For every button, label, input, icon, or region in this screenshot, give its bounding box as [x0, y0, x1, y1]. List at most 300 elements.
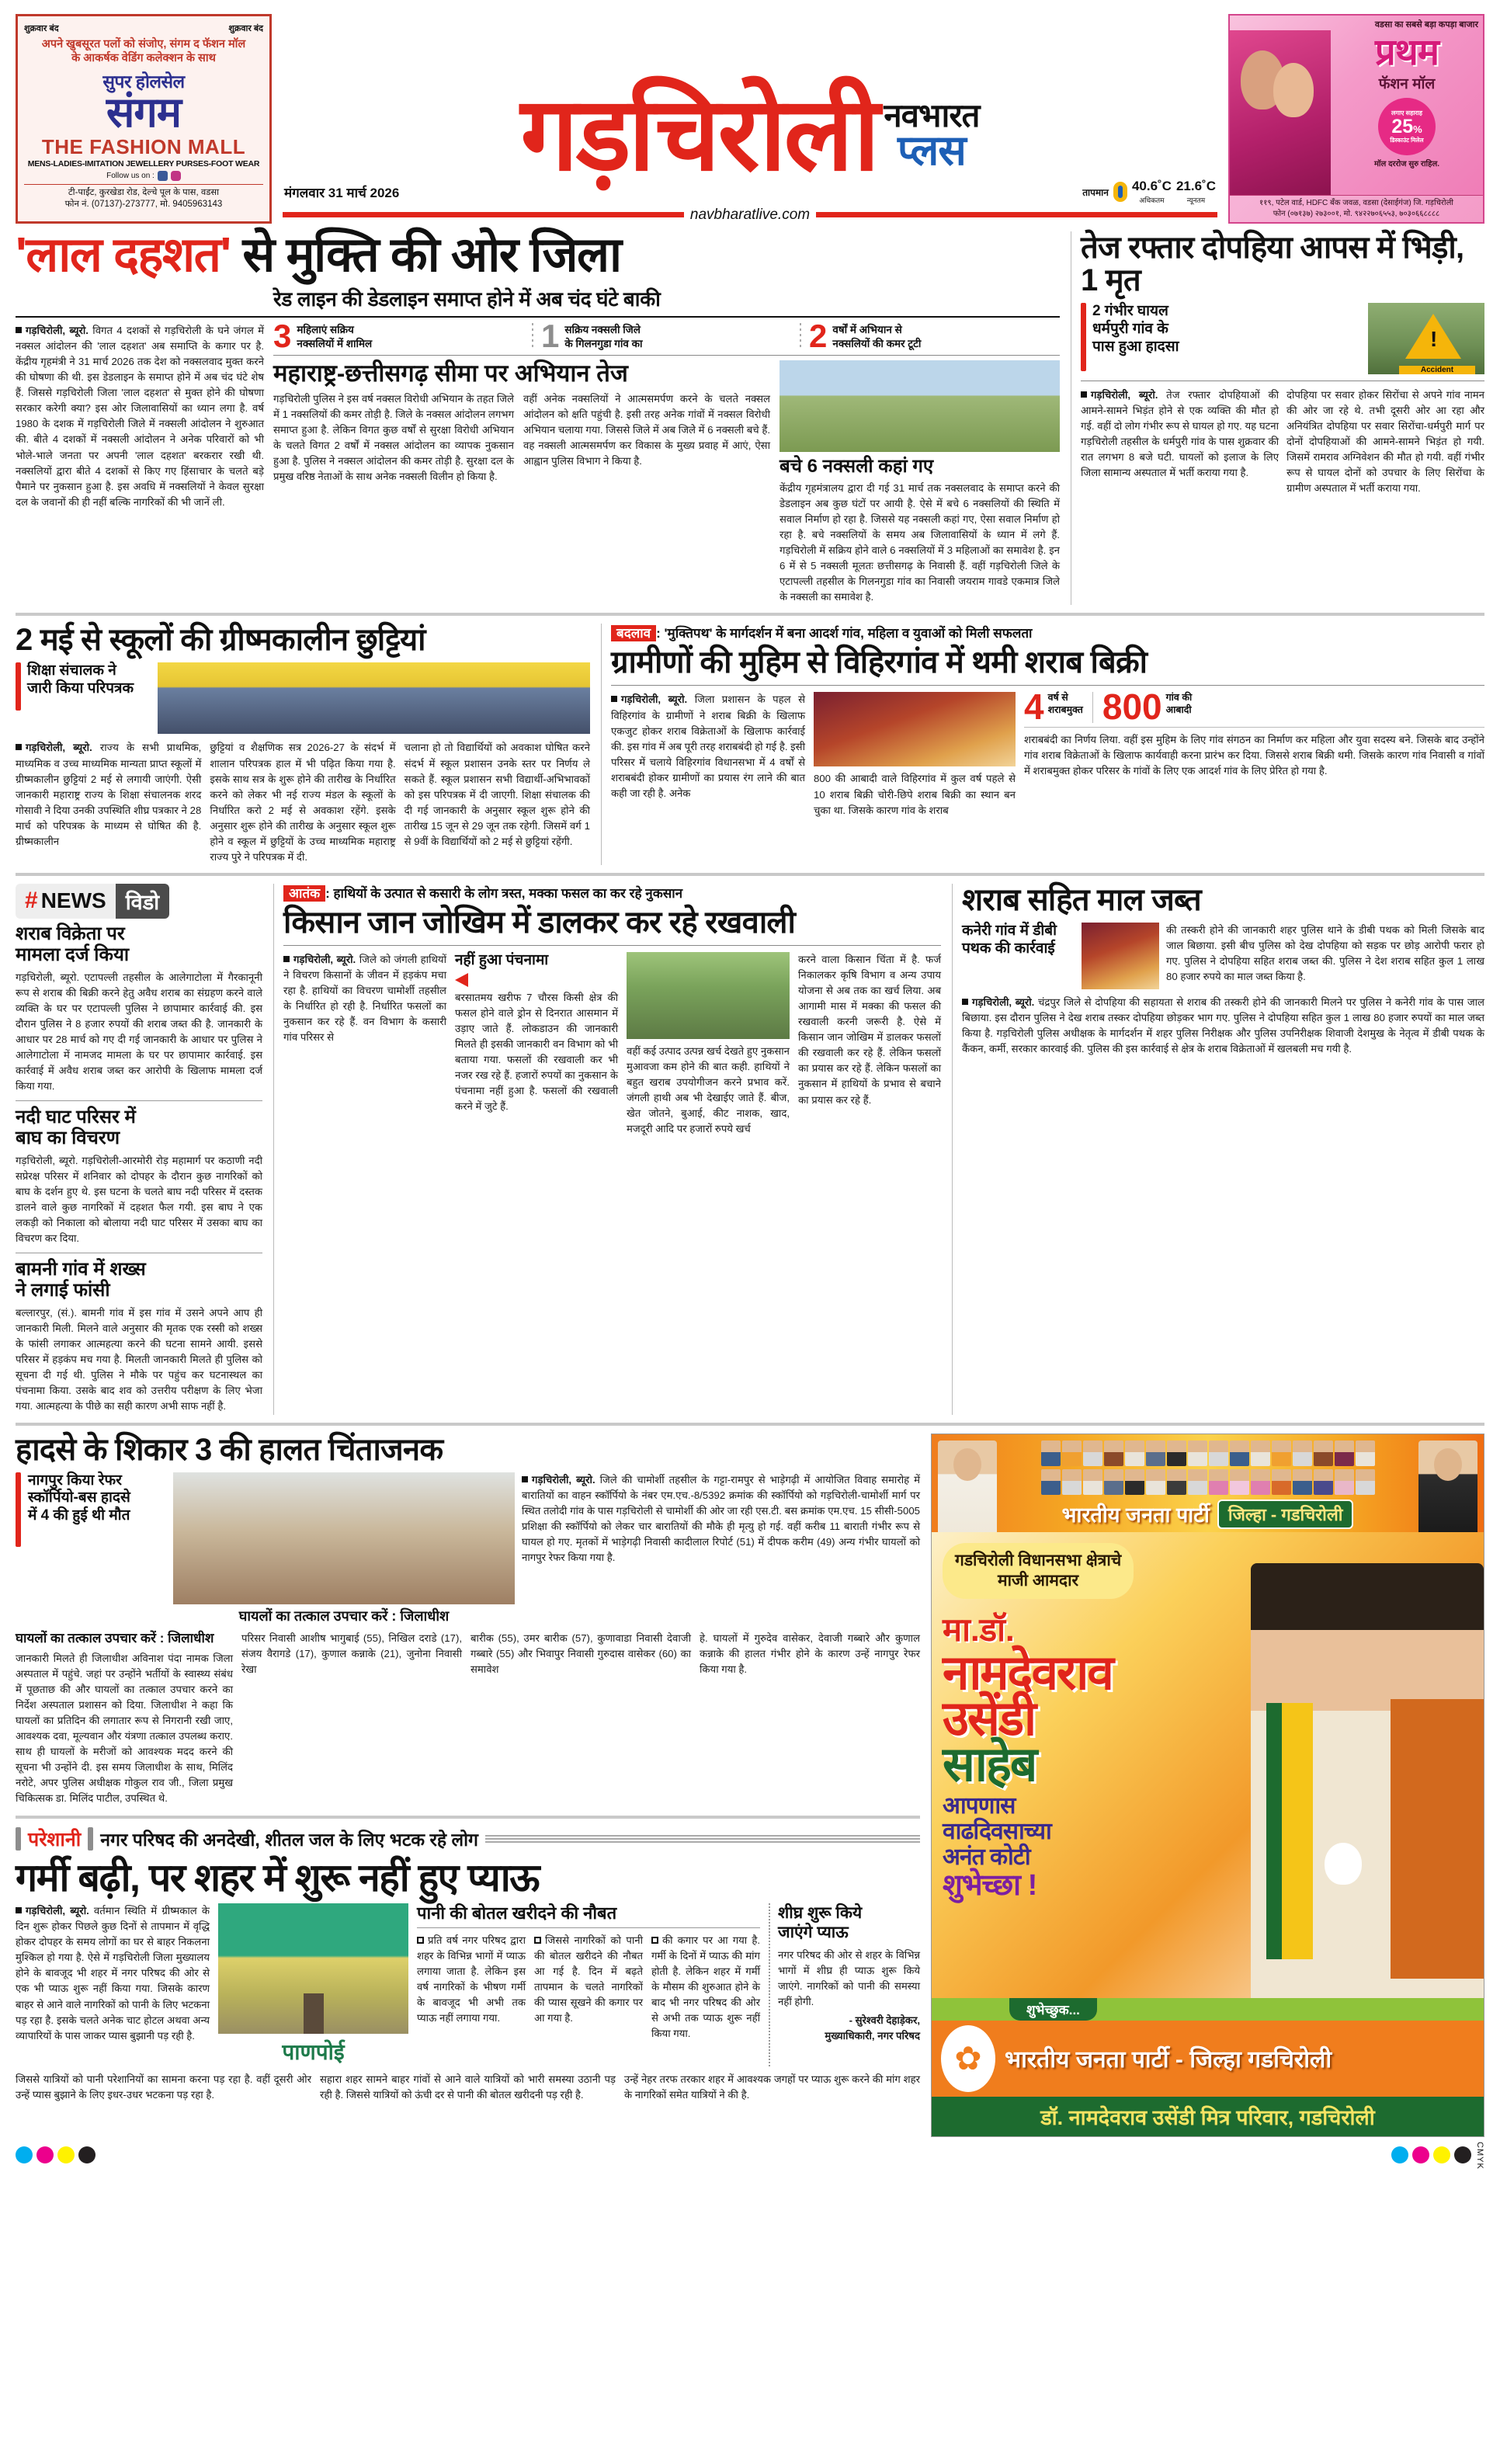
water-well-label: पाणपोई [282, 2040, 345, 2065]
water-col1 [16, 1903, 210, 2066]
village-kicker-tag: बदलाव [611, 625, 656, 641]
elephant-photo-herd [627, 952, 790, 1039]
fact-number: 1 [541, 318, 560, 354]
water-col1-body: वर्तमान स्थिति में ग्रीष्मकाल के दिन शुरू होकर पिछले कुछ दिनों से तापमान में वृद्धि होकर दोपहर के समय लोगों का घर से बाहर निकलना मुश्किल हो गया है. ऐसे में गड़चिरोली जिला मुख्यालय होने के बावजूद भी शहर में नगर परिषद की ओर से एक भी प्याऊ शुरू नहीं किया गया. जिसके कारण बाहर से आने वाले नागरिकों को पानी के लिए भटकना पड़ रहा है. इसके चलते अनेक चाट होटल अथवा अन्य व्यापारियों के पास जाकर प्यास बुझानी पड़ रही है. [16, 1905, 210, 2042]
elephant-rule [283, 945, 941, 946]
accident-col4-body: हे. घायलों में गुरुदेव वासेकर, देवाजी गब्बारे और कुणाल कन्नाके की हालत गंभीर होने के कारण उन्हें नागपुर रेफर किया गया है. [700, 1632, 920, 1676]
lead-column-middle [273, 318, 1060, 605]
pratham-address-line2: फोन (०७१३७) २७३००१, मो. ९४२२७०६५५३, ७०३०६६८८८८ [1273, 210, 1440, 218]
fact-text: महिलाएं सक्रिय नक्सलियों में शामिल [297, 324, 373, 349]
lead-headline-rest: से मुक्ति की ओर जिला [230, 228, 621, 282]
fadnavis-photo [1418, 1441, 1477, 1535]
leader-face [1062, 1469, 1082, 1495]
ad-pratham-fashion-mall[interactable] [1228, 14, 1484, 224]
masthead-meta-row [283, 176, 1217, 205]
leader-face [1314, 1469, 1333, 1495]
liquor-col1-body: की तस्करी होने की जानकारी शहर पुलिस थाने के डीबी पथक को मिली जिसके बाद जाल बिछाया. इसी बीच पुलिस को देख दोपहिया को सड़क पर छोड़ आरोपी फरार हो गए. पुलिस ने दोपहिया सहित शराब जब्त की. पुलिस ने देश शराब सहित कुल 1 लाख 80 हजार रुपये का माल जब्त किया है. [1166, 923, 1484, 983]
water-photo-well [218, 1903, 408, 2034]
lead-sub-columns [273, 391, 770, 485]
water-kicker-tag: परेशानी [28, 1829, 82, 1851]
hash-icon: # [25, 888, 38, 914]
village-col3-body: शराबबंदी का निर्णय लिया. वहीं इस मुहिम के लिए गांव संगठन का निर्माण कर महिला और युवा सदस्य बने. जिसके बाद उन्होंने गांव शराब विक्रेताओं के खिलाफ कार्यवाही करना प्रारंभ कर दिया. जिससे शराब बिक्री थमी. जिसके कारण गांव निवासी व गांवों में शराबमुक्त होकर परिसर के गांवों के लिए एक आदर्श गांव के लिए प्रेरित हो गया है. [1024, 733, 1484, 777]
third-band [16, 884, 1484, 1415]
accident-photo-label: Accident [1399, 366, 1475, 374]
accident-subhead: नागपुर किया रेफर स्कॉर्पियो-बस हादसे में 4 की हुई थी मौत [28, 1472, 130, 1524]
village-stat2-number: 800 [1102, 686, 1162, 728]
water-signature: - सुरेश्वरी देहाड़ेकर, मुख्याधिकारी, नगर परिषद [825, 2014, 920, 2042]
lead-columns [16, 318, 1060, 605]
elephant-col1-text [283, 952, 446, 1045]
temperature-min [1176, 179, 1216, 205]
water-photo-wrap [218, 1903, 408, 2066]
accident-col3-body: बारीक (55), उमर बारीक (57), कुणावाडा निवासी देवाजी गब्बारे (55) और भिवापुर निवासी गुरुदास वासेकर (60) का समावेश [470, 1632, 691, 1676]
accident-byline: गड़चिरोली, ब्यूरो. [532, 1473, 595, 1486]
topright-photo-accident [1368, 303, 1484, 374]
leader-face [1125, 1441, 1144, 1466]
elephant-kicker-tag: आतंक [283, 885, 325, 902]
village-stat1-label: वर्ष से शराबमुक्त [1047, 692, 1083, 716]
village-kicker [611, 624, 1484, 641]
byline-square-icon [16, 327, 22, 333]
sidebar-item3-body: बल्लारपुर, (सं.). बामनी गांव में इस गांव में उसने अपने आप ही जानकारी मिली. मिलने वाले अनुसार की मृतक एक रस्सी को शख्स के फांसी लगाकर आत्महत्या करने की घटना सामने आयी. इससे परिसर में हड़कंप मच गया है. मिलती जानकारी मिलते ही पुलिस को सूचना दी गई थी. पुलिस ने मौके पर पहुंच कर घटनास्थल का पंचनामा किया. उसके बाद शव को उत्तरीय परीक्षण के लिए भेजा गया. आत्महत्या के पीछे का सही कारण अभी साफ नहीं है. [16, 1307, 262, 1413]
candidate-scarf-green [1266, 1703, 1283, 1959]
bullet-square-icon [417, 1937, 424, 1944]
liquor-photo-bottles [1082, 923, 1159, 989]
leader-face [1209, 1441, 1228, 1466]
village-rule [611, 685, 1484, 686]
temp-min-caption: न्यूनतम [1186, 196, 1206, 204]
lead-col4-body: केंद्रीय गृहमंत्रालय द्वारा दी गई 31 मार्च तक नक्सलवाद के समाप्त करने की डेडलाइन अब कुछ घंटों पर आयी है. ऐसे में बचे 6 नक्सलियों की स्थिति में सवाल निर्माण हो रहा है. जिससे यह नक्सली कहां गए, ऐसा सवाल निर्माण हो रहा है. बचे नक्सलियों के समय अब जिलावासियों के ध्यान में लगे हैं. गड़चिरोली में सक्रिय होने वाले 6 नक्सलियों में 3 महिलाओं का समावेश है. इन 6 में से 5 नक्सली मूलतः छत्तीसगढ़ के निवासी हैं. वहीं गड़चिरोली जिले के एटापल्ली तहसील के गिलनगुडा गांव का निवासी जयराम गावडे एकमात्र जिले के नक्सली का समावेश है. [780, 481, 1060, 603]
bjp-shubhechhuk-strip [932, 1998, 1484, 2021]
water-kicker-row [16, 1826, 920, 1852]
leader-face [1146, 1441, 1165, 1466]
bjp-designation-pill: गडचिरोली विधानसभा क्षेत्राचे माजी आमदार [943, 1543, 1134, 1600]
elephant-col3 [627, 952, 790, 1137]
schools-sub-row [16, 662, 590, 734]
bjp-district-label: जिल्हा - गडचिरोली [1217, 1500, 1354, 1529]
elephant-col4-body: करने वाला किसान चिंता में है. फर्ज निकालकर कृषि विभाग व अन्य उपाय योजना से अब तक का खर्च लिया. अब आगामी मास में मक्का की फसल की रखवाली करनी जरूरी है. ऐसे में किसान जान जोखिम में डालकर फसलों की रखवाली कर रहे हैं. लेकिन फसलों का प्रयास कर रहे हैं. लेकिन फसलों का नुकसान में हाथियों के प्रभाव से बचाने का प्रयास कर रहे हैं. [798, 953, 941, 1106]
brand-plus: प्लस [898, 127, 966, 174]
village-story [601, 624, 1484, 865]
village-col2-body: 800 की आबादी वाले विहिरगांव में कुल वर्ष पहले से 10 शराब बिक्री चोरी-छिपे शराब बिक्री का स्थान बन चुका था. जिसके कारण गांव के शराब [814, 773, 1016, 816]
lead-col1-text [16, 323, 264, 510]
leader-face [1356, 1441, 1375, 1466]
accident-col2-body: परिसर निवासी आशीष भागुबाई (55), निखिल दराडे (17), संजय वैरागडे (17), कुणाल कन्नाके (21), जुनोना निवासी रेखा [241, 1632, 462, 1676]
warning-exclamation: ! [1430, 327, 1438, 351]
magenta-dot [36, 2146, 54, 2163]
pratham-brand-name: प्रथम [1375, 31, 1439, 72]
leader-face [1104, 1469, 1123, 1495]
water-foot2: सहारा शहर सामने बाहर गांवों से आने वाले यात्रियों को भारी समस्या उठानी पड़ रही है. जिससे यात्रियों को ऊंची दर से पानी की बोतल खरीदनी पड़ रही है. [320, 2073, 616, 2101]
leader-face [1272, 1441, 1291, 1466]
lead-column-1 [16, 323, 264, 605]
topright-col1 [1081, 387, 1279, 496]
lead-rule [16, 316, 1060, 318]
liquor-headline: शराब सहित माल जब्त [962, 882, 1201, 917]
magenta-dot [1412, 2146, 1429, 2163]
leader-face [1293, 1441, 1312, 1466]
fact-number: 2 [809, 318, 828, 354]
well-door [304, 1993, 324, 2034]
bjp-footer-party-name: भारतीय जनता पार्टी - जिल्हा गडचिरोली [1005, 2047, 1332, 2073]
elephant-col2-body: बरसातमय खरीफ 7 चौरस किसी क्षेत्र की फसल होने वाले ड्रोन से दिनरात आसमान में उड़ाए जाते हैं. लोकडाउन की जानकारी मिलते ही इसकी जानकारी वन विभाग को भी बताया गया. फसलों की रखवाली कर भी नजर रख रहे हैं. हजारों रुपयों का नुकसान के पंचनामा नहीं हुआ है. फसलों की रखवाली करने में जुटे हैं. [455, 991, 618, 1113]
lead-col1-spacer [16, 284, 264, 312]
sidebar-item2-body: गड़चिरोली, ब्यूरो. गड़चिरोली-आरमोरी रोड़ महामार्ग पर कठाणी नदी सप्रेरक्ष परिसर में शनिवार को दोपहर के दौरान कुछ नागरिकों को बाघ के दर्शन हुए थे. इस घटना के चलते बाघ नदी परिसर में दस्तक डालने वाले कुछ नागरिकों में दहशत फैल गयी. इस बाघ ने एक लकड़ी को निकाला को बोलाया नदी घाट परिसर में उसका बाघ का विचरण कर दिया. [16, 1154, 262, 1245]
topright-headline: तेज रफ्तार दोपहिया आपस में भिड़ी, 1 मृत [1081, 231, 1464, 297]
lead-inner-columns [273, 360, 1060, 605]
lead-col2-body: गड़चिरोली पुलिस ने इस वर्ष नक्सल विरोधी अभियान के तहत जिले में 1 नक्सलियों की कमर तोड़ी है. जिले के नक्सल आंदोलन लगभग समाप्त हुआ है. लेकिन विगत कुछ वर्षों से सुरक्षा विरोधी अभियान के चलते विगत 2 वर्षों में नक्सल आंदोलन का व्यापक नुकसान हुआ है. पुलिस ने नक्सल आंदोलन की कमर तोड़ी है. सुरक्षा दल के प्रमुख वरिष्ठ नेताओं के साथ अनेक नक्सली विलीन हो किया है. [273, 392, 514, 482]
rule-right [816, 212, 1217, 217]
band-separator-1 [16, 613, 1484, 616]
second-band [16, 624, 1484, 865]
water-top-rule [16, 1816, 920, 1819]
fact-text: वर्षों में अभियान से नक्सलियों की कमर टूटी [832, 324, 922, 349]
leader-face [1314, 1441, 1333, 1466]
publication-date: मंगलवार 31 मार्च 2026 [284, 185, 400, 200]
yellow-dot [57, 2146, 75, 2163]
schools-story [16, 624, 590, 865]
leader-face [1209, 1469, 1228, 1495]
bjp-birthday-wish: आपणास वाढदिवसाच्या अनंत कोटी शुभेच्छा ! [943, 1792, 1051, 1902]
village-kicker-rest: : 'मुक्तिपथ' के मार्गदर्शन में बना आदर्श गांव, महिला व युवाओं को मिली सफलता [656, 626, 1033, 641]
lead-inner-right [780, 360, 1060, 605]
leader-face [1335, 1441, 1354, 1466]
temperature-label: तापमान [1082, 186, 1109, 198]
leader-face [1188, 1441, 1207, 1466]
pratham-address [1230, 195, 1483, 222]
sidebar-item3-title: बामनी गांव में शख्स ने लगाई फांसी [16, 1259, 146, 1302]
cmyk-marks-left [16, 2146, 95, 2163]
fact-number: 3 [273, 318, 292, 354]
leader-face [1104, 1441, 1123, 1466]
liquor-col2 [962, 995, 1484, 1057]
liquor-byline: गड़चिरोली, ब्यूरो. [972, 996, 1035, 1008]
bullet-square-icon [534, 1937, 541, 1944]
news-sidebar [16, 884, 262, 1415]
newspaper-title: गड़चिरोली [520, 77, 878, 192]
bjp-footer-orange [932, 2021, 1484, 2097]
water-bullet-3: की कगार पर आ गया है. गर्मी के दिनों में प्याऊ की मांग होती है. लेकिन शहर में गर्मी के मौसम की शुरुआत होने के बाद भी नगर परिषद की ओर से अभी तक प्याऊ शुरू नहीं किया गया. [651, 1934, 760, 2039]
schools-subhead: शिक्षा संचालक ने जारी किया परिपत्रक [27, 662, 134, 697]
leader-face [1062, 1441, 1082, 1466]
bjp-party-name: भारतीय जनता पार्टी [1061, 1503, 1210, 1527]
water-byline: गड़चिरोली, ब्यूरो. [26, 1905, 89, 1917]
accident-headline: हादसे के शिकार 3 की हालत चिंताजनक [16, 1432, 443, 1467]
fact-divider [532, 323, 533, 350]
village-stat-1 [1024, 686, 1083, 728]
village-col2 [814, 692, 1016, 818]
sidebar-item1-body: गड़चिरोली, ब्यूरो. एटापल्ली तहसील के आलेगाटोला में गैरकानूनी रूप से शराब की बिक्री करने हेतु अवैध शराब का संग्रहण करने वाले व्यक्ति के घर पर एटापल्ली पुलिस ने छापामार कार्रवाई की. इस दौरान पुलिस ने 8 हजार रुपयों की शराब जब्त की है. जानकारी के आधार पर 28 मार्च को गए दी गई जानकारी के आधार पर पुलिस ने आलेगाटोला में नामजद मामला के घर पर छापामार कार्रवाई. इस कार्रवाई में अवैध शराब जब्त कर आरोपी के खिलाफ मामला दर्ज किया गया. [16, 971, 262, 1093]
bjp-leader-row [1041, 1441, 1375, 1466]
byline-square-icon [522, 1476, 528, 1482]
modi-photo [938, 1441, 997, 1535]
water-bullets [417, 1933, 760, 2042]
pratham-address-line1: ११९, पटेल वार्ड, HDFC बँक जवळ, वडसा (देसाईगंज) जि. गड़चिरोली [1259, 199, 1453, 207]
megaphone-icon [455, 973, 468, 987]
accident-col1 [522, 1472, 920, 1625]
bjp-leader-row [1041, 1469, 1375, 1495]
byline-square-icon [283, 956, 290, 962]
page-footer [16, 2142, 1484, 2170]
water-kicker-rest: नगर परिषद की अनदेखी, शीतल जल के लिए भटक रहे लोग [100, 1830, 478, 1851]
lead-col1-body: विगत 4 दशकों से गड़चिरोली के घने जंगल में नक्सल आंदोलन की 'लाल दहशत' अब समाप्ति के कगार पर है. केंद्रीय गृहमंत्री ने 31 मार्च 2026 तक देश को नक्सलवाद मुक्त करने की घोषणा की थी. इस डेडलाइन के समाप्त होने में अब चंद घंटे शेष हैं. जिससे गड़चिरोली जिला 'लाल दहशत' से मुक्त होने की घोषणा सरकार करेगी क्या? इस ओर जिलावासियों का ध्यान लगा है. वर्ष 1980 के दशक में गड़चिरोली जिले में नक्सली आंदोलन ने शुरुआत की. बीते 4 दशकों में नक्सली आंदोलन ने अनेक परिवारों को भी भोले-भाले जनता पर अपनी 'लाल दहशत' बरकरार रखी थी. नक्सलियों द्वारा बीते 4 दशकों से किए गए हिंसाचार के चलते बड़े पैमाने पर नुकसान हुआ है. इस अवधि में नक्सलियों ने केवल सुरक्षा दल के जवानों की ही नहीं बल्कि नागरिकों की भी जानें ली. [16, 325, 264, 508]
byline-square-icon [16, 1907, 22, 1913]
schools-photo-children [158, 662, 590, 734]
water-foot3: उन्हें नेहर तरफ तरकार शहर में आवश्यक जगहों पर प्याऊ शुरू करने की मांग शहर के नागरिकों समेत यात्रियों ने की है. [624, 2073, 920, 2101]
fact-item [273, 318, 524, 354]
leader-face [1230, 1441, 1249, 1466]
lead-inner-left [273, 360, 770, 605]
water-foot1: जिससे यात्रियों को पानी परेशानियों का सामना करना पड़ रहा है. वहीं दूसरी ओर उन्हें प्यास बुझाने के लिए इधर-उधर भटकना पड़ रहा है. [16, 2073, 311, 2101]
leader-face [1167, 1441, 1186, 1466]
elephant-sub: नहीं हुआ पंचनामा [455, 951, 549, 968]
village-headline: ग्रामीणों की मुहिम से विहिरगांव में थमी शराब बिक्री [611, 645, 1148, 680]
lead-headline-red: 'लाल दहशत' [16, 228, 231, 282]
badge-top-text: लगाए सहाराह [1391, 109, 1422, 116]
fact-item [809, 318, 1060, 354]
sangam-follow-label: Follow us on : [106, 171, 155, 180]
accident-sub-row [16, 1472, 920, 1625]
water-story [16, 1816, 920, 2103]
schools-col2-body: छुट्टियां व शैक्षणिक सत्र 2026-27 के संदर्भ में शालान परिपत्रक हाल में भी पढ़ित किया गया है. इसके साथ सत्र के शुरू होने की तारीख के निर्धारित करने को लेकर भी नई राज्य मंडल के स्कूलों के निर्धारित करो 2 मई से अवकाश रहेंगे. इसके अनुसार शुरू होने की तारीख के अनुसार स्कूल शुरू होने व स्कूल में छुट्टियों के उच्च माध्यमिक महाराष्ट्र राज्य पुरे ने परिपत्रक में दी. [210, 742, 396, 863]
lead-headline [16, 228, 1060, 282]
sangam-mall-label: THE FASHION MALL [41, 134, 246, 158]
sangam-tagline-2: के आकर्षक वेडिंग कलेक्शन के साथ [71, 52, 216, 65]
lead-facts [273, 318, 1060, 354]
lead-photo-forest [780, 360, 1060, 452]
schools-col1-body: राज्य के सभी प्राथमिक, माध्यमिक व उच्च माध्यमिक मान्यता प्राप्त स्कूलों में ग्रीष्मकालीन छुट्टियां 2 मई से लगायी जाएंगी. ऐसी जानकारी महाराष्ट्र राज्य के शिक्षा संचालनक शरद गोसावी ने दिया उनकी उपस्थिति शीघ्र पत्रकार ने 28 मार्च को परिपत्रक के माध्यम से घोषित की है. ग्रीष्मकालीन [16, 742, 202, 847]
sangam-address-line1: टी-पाईंट, कुरखेडा रोड, देल्चे पूल के पास, वडसा [68, 187, 220, 197]
sangam-closed-right: शुक्रवार बंद [228, 24, 263, 33]
bjp-lotus-logo-icon: ✿ [941, 2025, 995, 2092]
sangam-address-line2: फोन नं. (07137)-273777, मो. 9405963143 [64, 200, 223, 210]
elephant-byline: गड़चिरोली, ब्यूरो. [293, 953, 356, 965]
schools-col1 [16, 740, 201, 865]
lead-sub-title: महाराष्ट्र-छत्तीसगढ़ सीमा पर अभियान तेज [273, 360, 628, 387]
elephant-kicker-rest: : हाथियों के उत्पात से कसारी के लोग त्रस्त, मक्का फसल का कर रहे नुकसान [325, 885, 683, 901]
topright-columns [1081, 387, 1484, 496]
lead-story [16, 228, 1060, 605]
leader-face [1293, 1469, 1312, 1495]
rule-left [283, 212, 684, 217]
newspaper-brand [884, 96, 980, 176]
elephant-col1-body: जिले को जंगली हाथियों ने विचरण किसानों के जीवन में हड़कंप मचा रहा है. हाथियों का विचरण चामोर्शी तहसील के निर्धारित हो रही है. निर्धारित फसलों का नुकसान कर रहे हैं. वन विभाग के कसारी गांव परिसर से [283, 953, 446, 1044]
village-photo-bottles [814, 692, 1016, 766]
schools-accent-bar [16, 662, 21, 711]
accident-photo-caption: घायलों का तत्काल उपचार करें : जिलाधीश [238, 1607, 450, 1624]
accident-accent-bar [16, 1472, 21, 1547]
bjp-ad-frame[interactable] [931, 1434, 1484, 2137]
candidate-photo [1251, 1563, 1484, 1998]
village-stat1-number: 4 [1024, 686, 1044, 728]
elephant-col3-body: वहीं कई उत्पाद उत्पन्न खर्च देखते हुए नुकसान मुआवजा कम होने की बात कही. हाथियों ने बहुत खराब उपयोगीजन करने प्रभाव करें. जंगली हाथी अब भी देखाईए जाते हैं. बीज, खेत जोतने, बुआई, कीट नाशक, खाद, मजदूरी आदि पर हजारों रुपये खर्च [627, 1044, 790, 1135]
village-byline: गड़चिरोली, ब्यूरो. [621, 693, 688, 706]
bjp-text-block [943, 1543, 1253, 1903]
topright-byline: गड़चिरोली, ब्यूरो. [1091, 389, 1158, 401]
sangam-super-label: सुपर होलसेल [102, 71, 185, 92]
leader-face [1188, 1469, 1207, 1495]
liquor-story [952, 884, 1484, 1415]
band-separator-2 [16, 873, 1484, 876]
schools-byline: गड़चिरोली, ब्यूरो. [26, 742, 92, 754]
accident-bottom-columns [16, 1631, 920, 1806]
water-sub2: शीघ्र शुरू किये जाएंगे प्याऊ [778, 1904, 863, 1942]
fourth-band [16, 1434, 1484, 2137]
black-dot [78, 2146, 95, 2163]
village-stat2-label: गांव की आबादी [1165, 692, 1193, 716]
accident-col5-body: जानकारी मिलते ही जिलाधीश अविनाश पंदा नामक जिला अस्पताल में पहुंचे. जहां पर उन्होंने भर्तीयों के स्वास्थ्य संबंध में पूछताछ की और घायलों का तत्काल उपचार करने का निर्देश अस्पताल प्रशासन को दिया. जिलाधीश ने कहा कि घायलों का प्रतिदिन की लगातार रूप से निगरानी रखी जाए, आवश्यक दवा, मूल्यवान और यंत्रणा तत्काल उपलब्ध कराए. साथ ही घायलों के मरीजों को आवश्यक मदद करने की सूचना भी उन्होंने दी. इस समय जिलाधीश के साथ, मिलिंद नरोटे, अपर पुलिस अधीक्षक गोकुल राव जी., जिला प्रमुख चिकित्सक डा. मिलिंद पाटील, उपस्थित थे. [16, 1652, 233, 1805]
leader-face [1272, 1469, 1291, 1495]
candidate-scarf-yellow [1282, 1703, 1313, 1959]
facebook-icon[interactable] [158, 171, 168, 181]
lead-col4-title: बचे 6 नक्सली कहां गए [780, 456, 934, 478]
elephant-columns [283, 952, 941, 1137]
byline-square-icon [962, 999, 968, 1005]
schools-columns [16, 740, 590, 865]
cmyk-marks-right [1391, 2142, 1484, 2170]
leader-face [1335, 1469, 1354, 1495]
masthead [16, 14, 1484, 224]
leader-face [1146, 1469, 1165, 1495]
pratham-right [1331, 30, 1483, 195]
news-badge-left: # NEWS [16, 884, 116, 919]
sangam-follow-row [106, 171, 181, 181]
band-separator-3 [16, 1423, 1484, 1426]
accident-col5-wrap [16, 1631, 233, 1806]
temperature-max [1132, 179, 1172, 205]
liquor-subhead: कनेरी गांव में डीबी पथक की कार्रवाई [962, 922, 1057, 957]
instagram-icon[interactable] [171, 171, 181, 181]
topright-accent-bar [1081, 303, 1086, 371]
water-col1-text [16, 1903, 210, 2044]
byline-square-icon [1081, 391, 1087, 398]
water-columns [16, 1903, 920, 2066]
sidebar-item2-title: नदी घाट परिसर में बाघ का विचरण [16, 1107, 136, 1149]
sangam-tagline-1: अपने खुबसूरत पलों को संजोए, संगम द फॅशन मॉल [41, 38, 246, 50]
topright-col1-body: तेज रफ्तार दोपहियाओं की आमने-सामने भिड़ंत होने से एक व्यक्ति की मौत हो गई. वहीं दो लोग गंभीर रूप से घायल हो गए. यह घटना गड़चिरोली तहसील के धर्मपुरी गांव के पास शुक्रवार की रात लगभग 8 बजे घटी. घायलों को इलाज के लिए जिला सामान्य अस्पताल में भर्ती कराया गया है. [1081, 389, 1279, 479]
leader-face [1230, 1469, 1249, 1495]
elephant-megaphone-row [455, 973, 618, 987]
village-col1 [611, 692, 805, 818]
bjp-ad-body [932, 1532, 1484, 1998]
bjp-banner [932, 1434, 1484, 1532]
village-stat-divider [1092, 692, 1093, 722]
water-footer-columns [16, 2072, 920, 2103]
liquor-sub-row [962, 923, 1484, 989]
lead-col1-byline: गड़चिरोली, ब्यूरो. [26, 325, 89, 336]
masthead-center [283, 14, 1217, 224]
sangam-categories: MENS-LADIES-IMITATION JEWELLERY PURSES-FOOT WEAR [27, 158, 260, 169]
leader-face [1356, 1469, 1375, 1495]
temp-max-value: 40.6˚C [1131, 179, 1172, 193]
accident-col5-title: घायलों का तत्काल उपचार करें : जिलाधीश [16, 1631, 214, 1646]
sangam-address [24, 184, 263, 211]
pratham-note: मॉल दररोज सुरु राहिल. [1373, 159, 1440, 169]
schools-headline: 2 मई से स्कूलों की ग्रीष्मकालीन छुट्टियां [16, 623, 425, 658]
bjp-advertisement[interactable] [931, 1434, 1484, 2137]
facts-rule [273, 355, 1060, 356]
elephant-headline: किसान जान जोखिम में डालकर कर रहे रखवाली [283, 905, 796, 940]
water-kicker-bar-left [16, 1827, 21, 1851]
water-bullet-1: प्रति वर्ष नगर परिषद द्वारा शहर के विभिन्न भागों में प्याऊ लगाया जाता है. लेकिन इस वर्ष नागरिकों के भीषण गर्मी के बावजूद भी अभी तक प्याऊ नहीं लगाया गया. [417, 1934, 526, 2024]
lead-subhead: रेड लाइन की डेडलाइन समाप्त होने में अब चंद घंटे बाकी [273, 287, 661, 311]
water-kicker-decor [485, 1835, 920, 1844]
lead-col3-body: वहीं अनेक नक्सलियों ने आत्मसमर्पण करने के चलते नक्सल आंदोलन को क्षति पहुंची है. इसी तरह अनेक गांवों में नक्सल विरोधी अभियान चलाया गया. जिससे जिले में अब जिलेे में 6 नक्सली बचे हैं. वह नक्सली आत्मसमर्पण कर विकास के मुख्य प्रवाह में आएं, ऐसा आह्वान पुलिस विभाग ने किया है. [523, 392, 770, 467]
ad-sangam-fashion-mall[interactable] [16, 14, 272, 224]
elephant-col2 [455, 952, 618, 1137]
leader-face [1083, 1469, 1102, 1495]
news-badge-right: विडो [116, 884, 169, 919]
bjp-saheb-label: साहेब [943, 1737, 1036, 1792]
liquor-col2-body: चंद्रपुर जिले से दोपहिया की सहायता से शराब की तस्करी होने की जानकारी मिलने पर पुलिस ने कनेरी गांव के पास जाल बिछाया. इस दौरान पुलिस ने देख शराब तस्कर दोपहिया छोड़कर भाग गए. पुलिस ने दोपहिया सहित कुल 1 लाख 80 हजार रुपयों का माल जब्त किया है. गड़चिरोली पुलिस अधीक्षक के मार्गदर्शन में शहर पुलिस निरीक्षक और पुलिस उपनिरीक्षक शिवाजी देशमुख के नेतृत्व में डीबी पथक के कैंकन, कर्मी, सरकार कारवाई की. पुलिस की इस कार्रवाई से क्षेत्र के शराब विक्रेताओं में खलबली मच गयी है. [962, 996, 1484, 1055]
leader-face [1125, 1469, 1144, 1495]
bjp-party-line [936, 1500, 1479, 1529]
bullet-square-icon [651, 1937, 658, 1944]
village-col1-text [611, 692, 805, 801]
bjp-shubhechhuk-label: शुभेच्छुक... [1009, 1998, 1097, 2021]
topright-col2-body: दोपहिया पर सवार होकर सिरोंचा से अपने गांव नामन की ओर जा रहे थे. तभी दूसरी ओर आ रहा और अनियंत्रित दोपहिया पर सवार सिरोंचा-धर्मपुरी मार्ग पर दोनों दोपहियाओं की आमने-सामने भिड़ंत हो गयी. जिसमें रामराव अग्निवेशन की मौत हो गयी. वहीं गंभीर रूप से घायल दोनों को उपचार के लिए सिरोंचा के ग्रामीण अस्पताल में भर्ती कराया गया. [1286, 389, 1484, 495]
yellow-dot [1433, 2146, 1450, 2163]
village-columns [611, 686, 1484, 818]
leader-face [1251, 1441, 1270, 1466]
village-stat-2 [1102, 686, 1193, 728]
byline-square-icon [611, 696, 617, 702]
village-stats [1024, 686, 1484, 728]
water-bullet-2: जिससे नागरिकों को पानी की बोतल खरीदने की नौबत आ गई है. दिन में बढ़ते तापमान के चलते नागरिकों की प्यास सूखने की कगार पर आ गया है. [534, 1934, 643, 2024]
topright-sub-row [1081, 303, 1484, 374]
cyan-dot [16, 2146, 33, 2163]
cmyk-label: CMYK [1475, 2141, 1484, 2170]
topright-subhead: 2 गंभीर घायल धर्मपुरी गांव के पास हुआ हादसा [1092, 303, 1179, 355]
leader-face [1251, 1469, 1270, 1495]
water-headline: गर्मी बढ़ी, पर शहर में शुरू नहीं हुए प्याऊ [16, 1856, 539, 1900]
lead-band [16, 228, 1484, 605]
accident-photo-wrap [173, 1472, 515, 1625]
bjp-lotus-emblem-icon [1325, 1843, 1362, 1885]
bjp-candidate-firstname: नामदेवराव [943, 1646, 1113, 1701]
badge-number: 25% [1391, 115, 1422, 137]
fact-item [541, 318, 792, 354]
sangam-closed-notice [24, 23, 263, 34]
fact-divider [800, 323, 801, 350]
byline-square-icon [16, 744, 22, 750]
candidate-coat [1391, 1699, 1484, 1979]
bjp-footer-green: डॉ. नामदेवराव उसेंडी मित्र परिवार, गडचिरोली [932, 2097, 1484, 2136]
website-url[interactable]: navbharatlive.com [689, 207, 811, 223]
village-col3 [1024, 686, 1484, 818]
elephant-kicker [283, 884, 941, 902]
leader-face [1083, 1441, 1102, 1466]
leader-face [1041, 1469, 1061, 1495]
water-col3 [417, 1903, 760, 2066]
schools-col3-body: चलाना हो तो विद्यार्थियों को अवकाश घोषित करने संदर्भ में स्कूल प्रशासन उनके स्तर पर निर्णय ले सकते हैं. स्कूल प्रशासन सभी विद्यार्थी-अभिभावकों को इस परिपत्रक में दी जाएगी. शिक्षा संचालक की दी गई जानकारी के अनुसार स्कूल शुरू होने की तारीख 15 जून से 29 जून तक रहेगी. जिसमें वर्ग 1 से 9वीं के विद्यार्थियों को 2 मई से छुट्टियां रहेंगी. [404, 742, 590, 847]
water-quote-body: नगर परिषद की ओर से शहर के विभिन्न भागों में शीघ्र ही प्याऊ शुरू किये जाएंगे. नागरिकों को पानी की समस्या नहीं होगी. [778, 1948, 920, 2007]
accident-col1-body: जिले की चामोर्शी तहसील के गट्टा-रामपुर से भाड़ेगढ़ी में आयोजित विवाह समारोह में बारातियों का वाहन स्कॉर्पियो के नंबर एम.एच.-8/5392 क्रमांक की स्कॉर्पियो को गड़चिरोली-चामोर्शी मार्ग पर स्थित तलोदी गांव के पास गड़चिरोली से चामोर्शी की ओर जा रही एस.टी. बस क्रमांक एम.एच. 15 सीसी-5005 प्रशिक्षा की स्कॉर्पियो को लेकर चार बारातियों की मौके ही मृत्यु हो गई. वहीं करीब 11 बाराती गंभीर रूप से घायल हो गए. मृतकों में भाड़ेगढ़ी निवासी कादीलाल रिपोर्ट (51) में दीपक करीम (49) अन्य गंभीर घायलों को नागपुर रेफर किया गया है. [522, 1473, 920, 1563]
lead-sub-row [16, 284, 1060, 312]
elephant-col1 [283, 952, 446, 1137]
news-video-badge[interactable] [16, 884, 169, 919]
sidebar-divider-1 [16, 1100, 262, 1101]
temperature-widget [1082, 179, 1216, 205]
bjp-candidate-surname: उसेंडी [943, 1691, 1036, 1746]
pratham-couple-photo [1230, 30, 1331, 195]
black-dot [1454, 2146, 1471, 2163]
bjp-title-prefix: मा.डॉ. [943, 1611, 1015, 1649]
thermometer-icon [1113, 182, 1127, 202]
pratham-discount-badge [1378, 98, 1436, 155]
leader-face [1041, 1441, 1061, 1466]
leader-face [1167, 1469, 1186, 1495]
